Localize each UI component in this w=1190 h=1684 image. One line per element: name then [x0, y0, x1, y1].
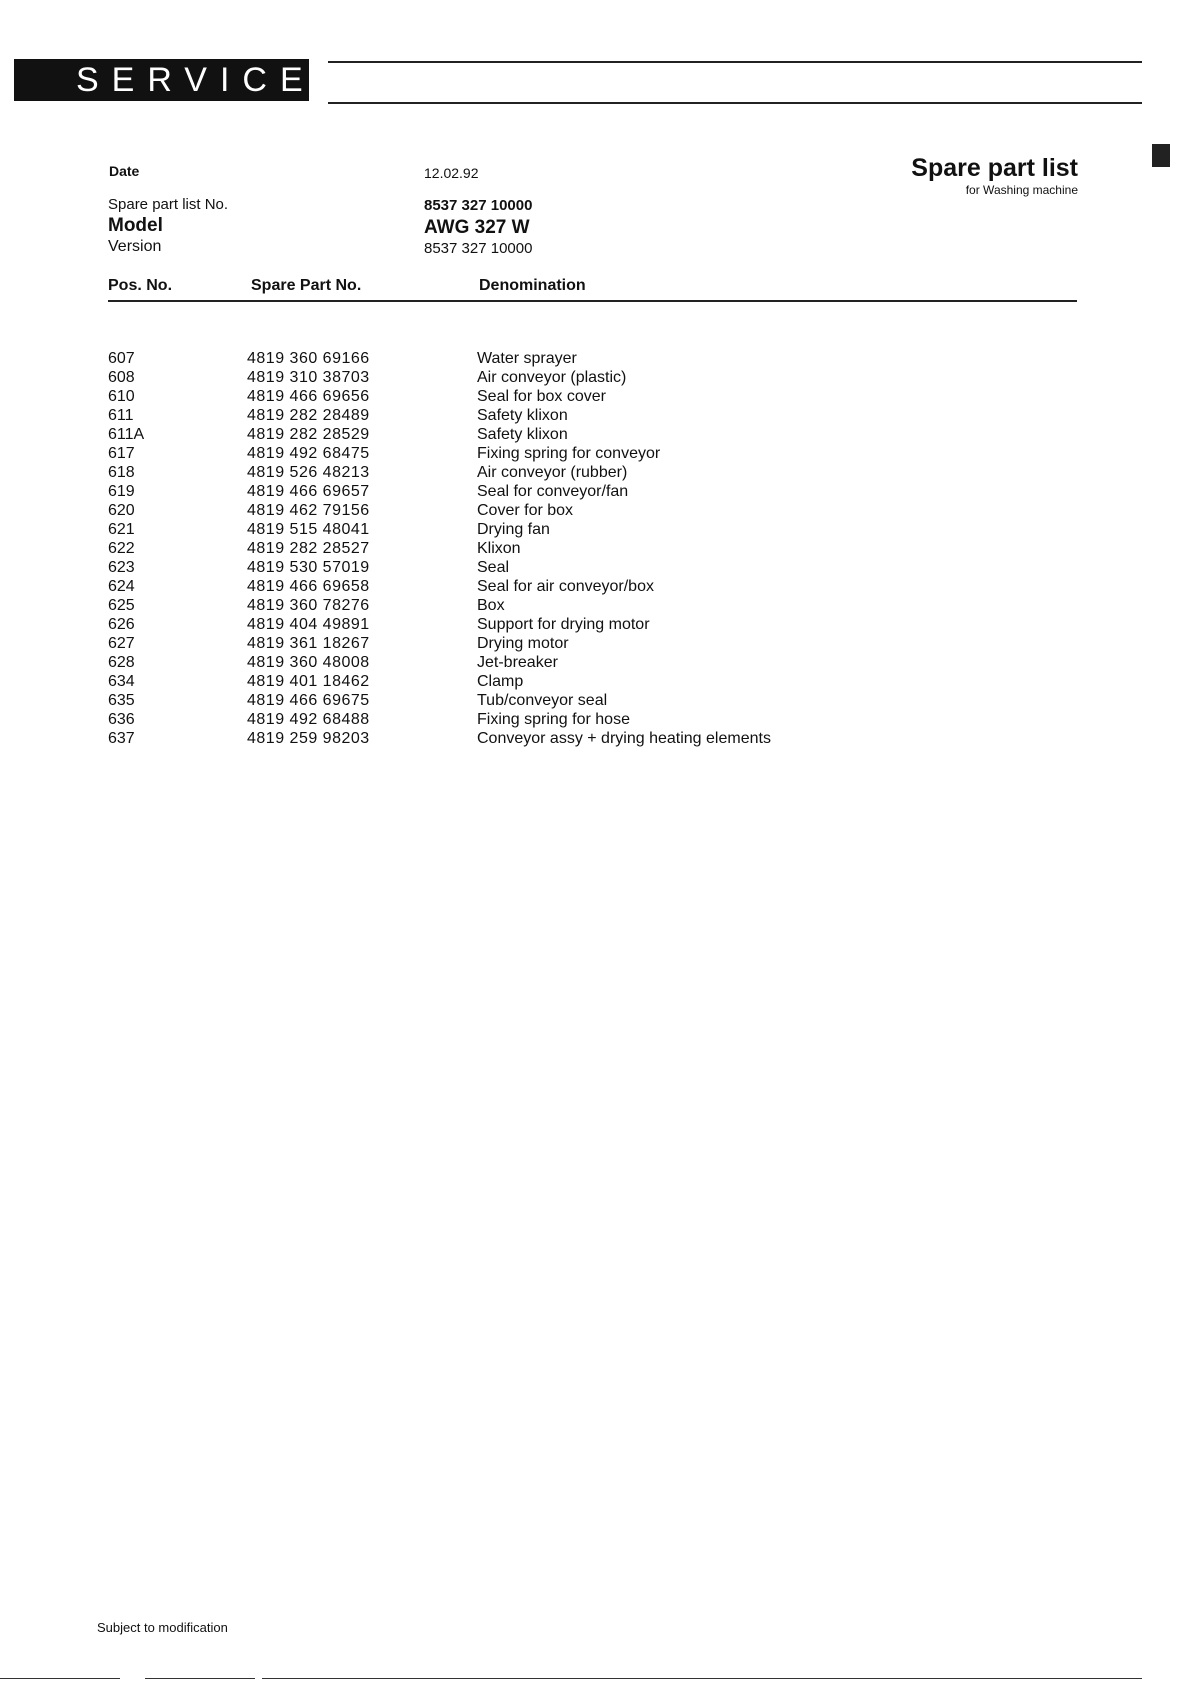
pos-cell: 627	[108, 635, 135, 652]
pos-cell: 610	[108, 388, 135, 405]
denomination-cell: Safety klixon	[477, 407, 568, 424]
table-row	[0, 501, 1190, 520]
part-cell: 4819 282 28529	[247, 426, 370, 443]
part-cell: 4819 492 68475	[247, 445, 370, 462]
pos-cell: 625	[108, 597, 135, 614]
table-row	[0, 463, 1190, 482]
pos-cell: 618	[108, 464, 135, 481]
denomination-cell: Seal for air conveyor/box	[477, 578, 654, 595]
denomination-cell: Fixing spring for conveyor	[477, 445, 661, 462]
denomination-cell: Drying motor	[477, 635, 569, 652]
part-cell: 4819 360 69166	[247, 350, 370, 367]
part-cell: 4819 310 38703	[247, 369, 370, 386]
document-title: Spare part list	[911, 154, 1078, 182]
header-rule-bottom	[328, 102, 1142, 104]
version-label: Version	[108, 238, 162, 255]
service-badge: SERVICE	[14, 59, 309, 101]
denomination-cell: Klixon	[477, 540, 521, 557]
list-no-label: Spare part list No.	[108, 196, 229, 213]
pos-cell: 624	[108, 578, 135, 595]
table-row	[0, 596, 1190, 615]
table-row	[0, 729, 1190, 748]
part-cell: 4819 466 69675	[247, 692, 370, 709]
date-value: 12.02.92	[424, 165, 479, 181]
parts-table	[0, 349, 1190, 748]
date-label: Date	[109, 163, 140, 179]
table-row	[0, 577, 1190, 596]
table-row	[0, 634, 1190, 653]
denomination-cell: Seal	[477, 559, 510, 576]
table-header-rule	[108, 300, 1077, 302]
pos-cell: 622	[108, 540, 135, 557]
footer-rule	[0, 1678, 120, 1679]
pos-cell: 628	[108, 654, 135, 671]
part-cell: 4819 401 18462	[247, 673, 370, 690]
table-row	[0, 691, 1190, 710]
part-cell: 4819 466 69657	[247, 483, 370, 500]
pos-cell: 635	[108, 692, 135, 709]
part-cell: 4819 462 79156	[247, 502, 370, 519]
part-cell: 4819 515 48041	[247, 521, 370, 538]
table-row	[0, 425, 1190, 444]
list-no-value: 8537 327 10000	[424, 197, 533, 214]
table-row	[0, 349, 1190, 368]
denomination-cell: Air conveyor (plastic)	[477, 369, 627, 386]
table-row	[0, 539, 1190, 558]
pos-cell: 608	[108, 369, 135, 386]
denomination-cell: Seal for conveyor/fan	[477, 483, 629, 500]
denomination-cell: Clamp	[477, 673, 524, 690]
pos-cell: 619	[108, 483, 135, 500]
part-cell: 4819 360 48008	[247, 654, 370, 671]
part-cell: 4819 259 98203	[247, 730, 370, 747]
pos-cell: 607	[108, 350, 135, 367]
part-cell: 4819 282 28527	[247, 540, 370, 557]
table-row	[0, 387, 1190, 406]
part-cell: 4819 360 78276	[247, 597, 370, 614]
column-header-denomination: Denomination	[479, 277, 586, 294]
denomination-cell: Seal for box cover	[477, 388, 606, 405]
table-row	[0, 653, 1190, 672]
model-value: AWG 327 W	[424, 217, 530, 238]
table-row	[0, 558, 1190, 577]
header-rule-top	[328, 61, 1142, 63]
part-cell: 4819 404 49891	[247, 616, 370, 633]
pos-cell: 617	[108, 445, 135, 462]
denomination-cell: Jet-breaker	[477, 654, 558, 671]
denomination-cell: Box	[477, 597, 505, 614]
part-cell: 4819 466 69658	[247, 578, 370, 595]
table-row	[0, 406, 1190, 425]
document-subtitle: for Washing machine	[965, 183, 1078, 197]
footer-rule	[145, 1678, 255, 1679]
pos-cell: 634	[108, 673, 135, 690]
pos-cell: 623	[108, 559, 135, 576]
table-row	[0, 368, 1190, 387]
table-row	[0, 444, 1190, 463]
denomination-cell: Fixing spring for hose	[477, 711, 630, 728]
denomination-cell: Tub/conveyor seal	[477, 692, 608, 709]
pos-cell: 620	[108, 502, 135, 519]
footer-rule	[262, 1678, 1142, 1679]
denomination-cell: Safety klixon	[477, 426, 568, 443]
denomination-cell: Air conveyor (rubber)	[477, 464, 628, 481]
pos-cell: 637	[108, 730, 135, 747]
denomination-cell: Drying fan	[477, 521, 550, 538]
part-cell: 4819 492 68488	[247, 711, 370, 728]
pos-cell: 611A	[108, 426, 145, 443]
edge-mark	[1152, 144, 1170, 167]
part-cell: 4819 361 18267	[247, 635, 370, 652]
table-row	[0, 520, 1190, 539]
denomination-cell: Conveyor assy + drying heating elements	[477, 730, 771, 747]
denomination-cell: Cover for box	[477, 502, 574, 519]
table-row	[0, 482, 1190, 501]
part-cell: 4819 530 57019	[247, 559, 370, 576]
part-cell: 4819 466 69656	[247, 388, 370, 405]
model-label: Model	[108, 215, 163, 236]
column-header-pos: Pos. No.	[108, 277, 173, 294]
denomination-cell: Water sprayer	[477, 350, 577, 367]
table-row	[0, 710, 1190, 729]
pos-cell: 636	[108, 711, 135, 728]
pos-cell: 626	[108, 616, 135, 633]
table-row	[0, 615, 1190, 634]
column-header-part: Spare Part No.	[251, 277, 362, 294]
pos-cell: 611	[108, 407, 134, 424]
part-cell: 4819 282 28489	[247, 407, 370, 424]
part-cell: 4819 526 48213	[247, 464, 370, 481]
pos-cell: 621	[108, 521, 135, 538]
footer-note: Subject to modification	[97, 1620, 228, 1635]
denomination-cell: Support for drying motor	[477, 616, 650, 633]
version-value: 8537 327 10000	[424, 240, 533, 257]
table-row	[0, 672, 1190, 691]
